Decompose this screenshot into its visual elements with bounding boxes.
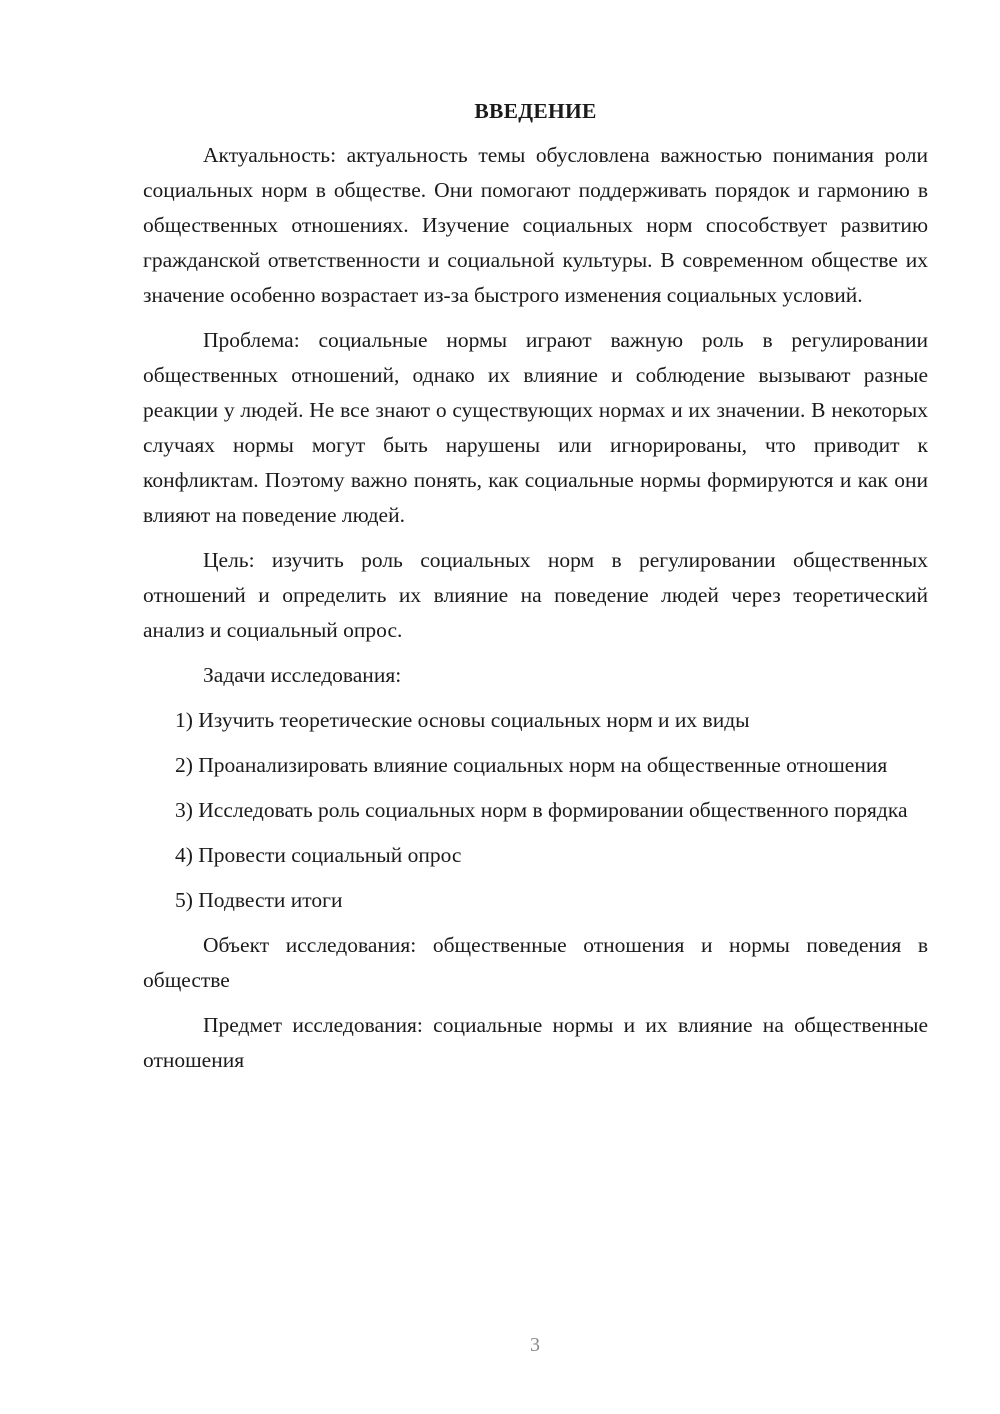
task-item-2: 2) Проанализировать влияние социальных норм на общественные отношения bbox=[175, 753, 888, 777]
task-item-5: 5) Подвести итоги bbox=[175, 888, 343, 912]
relevance-paragraph: Актуальность: актуальность темы обусловлена важностью понимания роли социальных норм в обществе. Они помогают поддерживать порядок и гармонию в общественных отношениях. Изучение социальных норм способствует развитию гражданской ответственности и социальной культуры. В современном обществе их значение особенно возрастает из-за быстрого изменения социальных условий. bbox=[143, 143, 928, 307]
task-item-4: 4) Провести социальный опрос bbox=[175, 843, 462, 867]
task-item-1: 1) Изучить теоретические основы социальных норм и их виды bbox=[175, 708, 750, 732]
page-number: 3 bbox=[530, 1334, 540, 1356]
subject-paragraph: Предмет исследования: социальные нормы и их влияние на общественные отношения bbox=[143, 1013, 928, 1072]
object-paragraph: Объект исследования: общественные отношения и нормы поведения в обществе bbox=[143, 933, 928, 992]
problem-paragraph: Проблема: социальные нормы играют важную роль в регулировании общественных отношений, однако их влияние и соблюдение вызывают разные реакции у людей. Не все знают о существующих нормах и их значении. В некоторых случаях нормы могут быть нарушены или игнорированы, что приводит к конфликтам. Поэтому важно понять, как социальные нормы формируются и как они влияют на поведение людей. bbox=[143, 328, 928, 527]
page-title: ВВЕДЕНИЕ bbox=[474, 99, 597, 123]
task-item-3: 3) Исследовать роль социальных норм в формировании общественного порядка bbox=[175, 798, 908, 822]
tasks-heading: Задачи исследования: bbox=[203, 663, 402, 687]
document-body bbox=[143, 94, 928, 1088]
goal-paragraph: Цель: изучить роль социальных норм в регулировании общественных отношений и определить их влияние на поведение людей через теоретический анализ и социальный опрос. bbox=[143, 548, 928, 642]
